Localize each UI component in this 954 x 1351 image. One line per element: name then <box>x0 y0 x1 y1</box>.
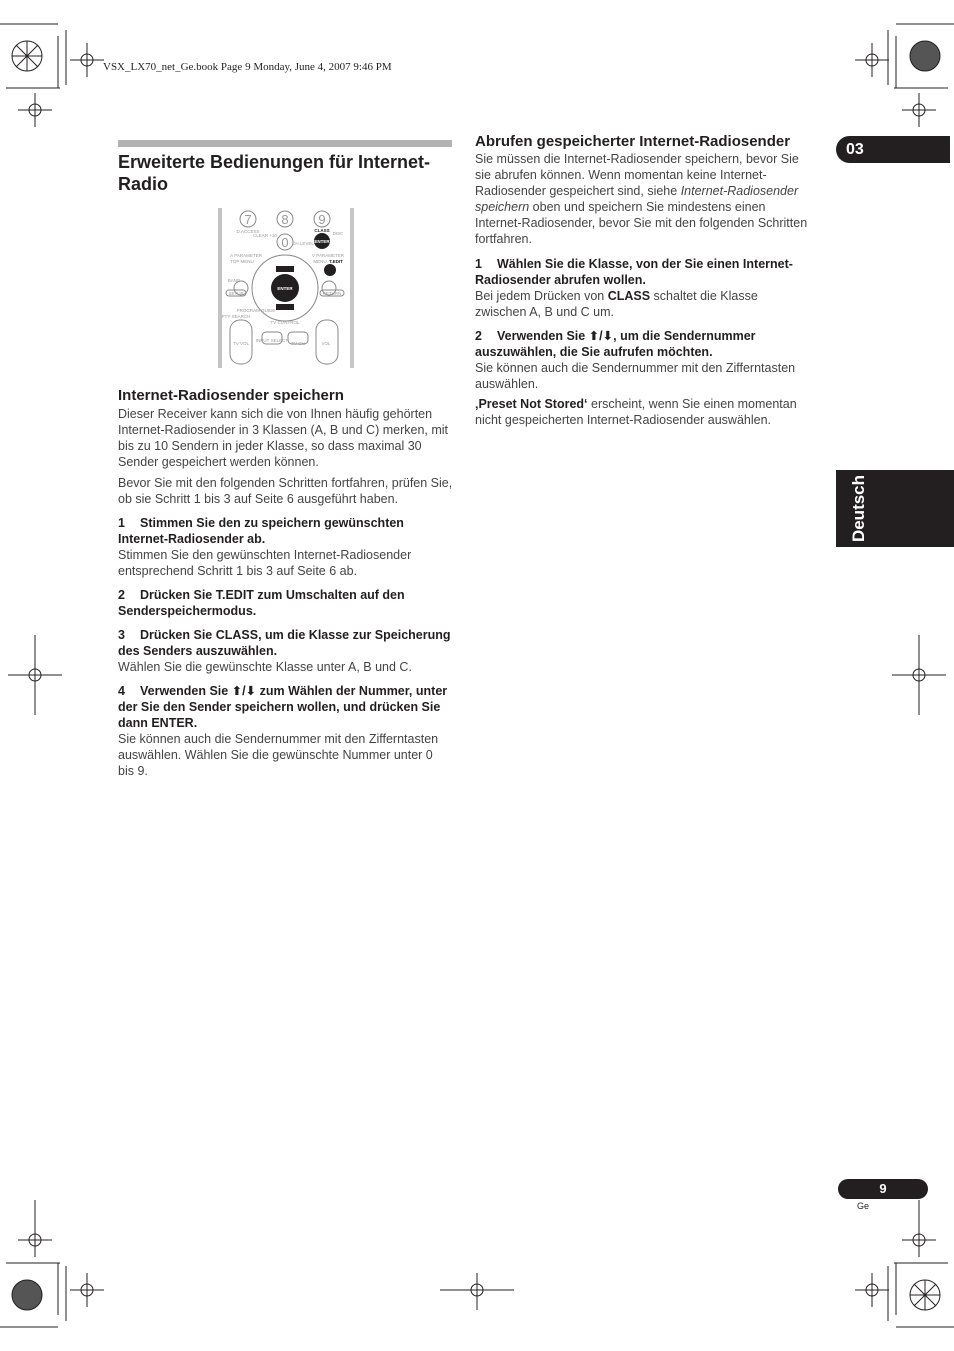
remote-control-illustration <box>218 208 354 368</box>
recall-step-2-title: 2 Verwenden Sie ⬆/⬇, um die Sendernummer auszuwählen, die Sie aufrufen möchten. <box>475 329 756 359</box>
label-clear: CLEAR +10 <box>253 233 277 238</box>
store-step-3-title: 3 Drücken Sie CLASS, um die Klasse zur Speicherung des Senders auszuwählen. <box>118 628 451 658</box>
label-input-select: INPUT SELECT <box>255 338 289 343</box>
store-step-1-title: 1 Stimmen Sie den zu speichern gewünschten Internet-Radiosender ab. <box>118 516 404 546</box>
key-7: 7 <box>244 212 252 227</box>
label-t-edit: T.EDIT <box>329 259 343 264</box>
label-menu: MENU <box>313 259 327 264</box>
page-title: Erweiterte Bedienungen für Internet-Radio <box>118 152 431 194</box>
recall-note: ‚Preset Not Stored‘ erscheint, wenn Sie einen momentan nicht gespeicherten Internet-Radiosender auswählen. <box>475 397 797 427</box>
store-step-4-body: Sie können auch die Sendernummer mit den Zifferntasten auswählen. Wählen Sie die gewünschte Nummer unter 0 bis 9. <box>118 732 439 778</box>
page-number: 9 <box>838 1179 928 1199</box>
section-title-store: Internet-Radiosender speichern <box>118 387 344 404</box>
recall-intro-reference: Internet-Radiosender speichern <box>475 184 799 214</box>
recall-step-2-body: Sie können auch die Sendernummer mit den Zifferntasten auswählen. <box>475 361 796 391</box>
label-d-access: D.ACCESS <box>236 229 260 234</box>
label-class: CLASS <box>314 228 330 233</box>
label-enter-small: ENTER <box>314 239 330 244</box>
label-return: RETURN <box>322 291 342 296</box>
section-title-recall: Abrufen gespeicherter Internet-Radiosender <box>475 133 791 150</box>
key-9: 9 <box>318 212 326 227</box>
label-ch-level: CH LEVEL <box>292 241 314 246</box>
section-bar <box>118 140 452 147</box>
label-disc: DISC <box>332 231 344 236</box>
label-tv-vol: TV VOL <box>232 341 250 346</box>
label-v-parameter: V PARAMETER <box>312 253 344 258</box>
label-enter-big: ENTER <box>277 286 293 291</box>
label-program-guide: PROGRAM GUIDE <box>236 308 276 313</box>
language-label: Deutsch <box>849 474 868 543</box>
key-8: 8 <box>281 212 289 227</box>
recall-step-1-body: Bei jedem Drücken von CLASS schaltet die Klasse zwischen A, B und C um. <box>475 289 758 319</box>
chapter-number-tab: 03 <box>836 136 950 163</box>
label-vol: VOL <box>321 341 331 346</box>
store-step-3-body: Wählen Sie die gewünschte Klasse unter A, B und C. <box>118 660 412 674</box>
label-a-parameter: A PARAMETER <box>230 253 262 258</box>
print-header: VSX_LX70_net_Ge.book Page 9 Monday, June 4, 2007 9:46 PM <box>103 61 392 73</box>
intro-paragraph-1: Dieser Receiver kann sich die von Ihnen häufig gehörten Internet-Radiosender in 3 Klassen (A, B und C) merken, mit bis zu 10 Sendern in jeder Klasse, so dass maximal 30 Sender gespeichert werden können. <box>118 407 449 469</box>
language-tab <box>836 470 954 547</box>
label-pty-search: PTY SEARCH <box>221 314 251 319</box>
key-0: 0 <box>281 235 289 250</box>
language-code: Ge <box>857 1201 870 1211</box>
label-tv-ch: TV CH <box>291 341 305 346</box>
recall-step-1-title: 1 Wählen Sie die Klasse, von der Sie einen Internet-Radiosender abrufen wollen. <box>475 257 793 287</box>
label-tv-control: TV CONTROL <box>270 320 300 325</box>
label-band: BAND <box>227 278 241 283</box>
store-step-1-body: Stimmen Sie den gewünschten Internet-Radiosender entsprechend Schritt 1 bis 3 auf Seite 6 ab. <box>118 548 412 578</box>
intro-paragraph-2: Bevor Sie mit den folgenden Schritten fortfahren, prüfen Sie, ob sie Schritt 1 bis 3 auf Seite 6 ausgeführt haben. <box>118 476 453 506</box>
label-setup: SETUP <box>228 291 244 296</box>
store-step-2-title: 2 Drücken Sie T.EDIT zum Umschalten auf den Senderspeichermodus. <box>118 588 405 618</box>
label-top-menu: TOP MENU <box>230 259 254 264</box>
recall-intro: Sie müssen die Internet-Radiosender speichern, bevor Sie sie abrufen können. Wenn momentan keine Internet-Radiosender gespeichert sind, siehe Internet-Radiosender speichern oben und speichern Sie mindestens einen Internet-Radiosender, bevor Sie mit den folgenden Schritten fortfahren. <box>475 152 808 246</box>
store-step-4-title: 4 Verwenden Sie ⬆/⬇ zum Wählen der Nummer, unter der Sie den Sender speichern wollen, und drücken Sie dann ENTER. <box>118 684 448 730</box>
